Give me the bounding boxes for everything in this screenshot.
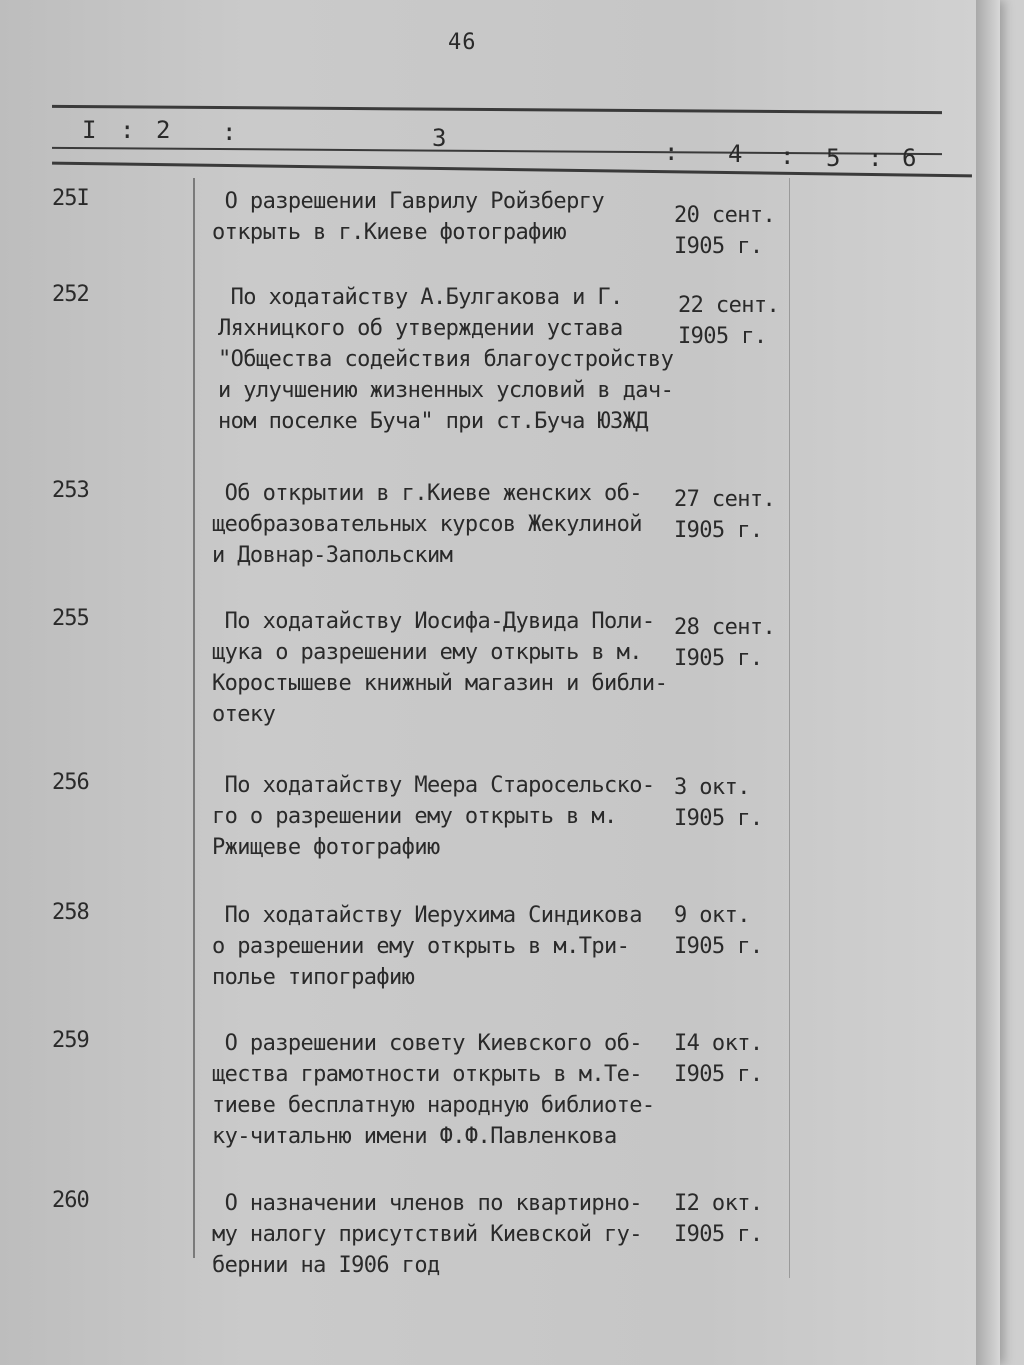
row-title: Об открытии в г.Киеве женских об- щеобразовательных курсов Жекулиной и Довнар-Запольским [212, 481, 642, 568]
column-header-3: 3 [432, 124, 447, 152]
row-title: По ходатайству А.Булгакова и Г. Ляхницкого об утверждении устава "Общества содействия благоустройству и улучшению жизненных условий в дач- ном поселке Буча" при ст.Буча ЮЗЖД [218, 285, 674, 434]
row-title: По ходатайству Иерухима Синдикова о разрешении ему открыть в м.Три- полье типографию [212, 903, 642, 990]
column-header-5: 5 [826, 144, 841, 172]
column-divider-left [193, 178, 195, 1258]
column-header-1: I [82, 116, 97, 144]
column-header-2: 2 [156, 116, 171, 144]
row-number: 260 [52, 1188, 89, 1213]
page-number: 46 [448, 30, 477, 55]
row-date: 27 сент. I905 г. [674, 487, 776, 543]
row-title: О разрешении Гаврилу Ройзбергу открыть в г.Киеве фотографию [212, 189, 604, 245]
row-number: 256 [52, 770, 89, 795]
column-header-sep: : [664, 138, 679, 166]
row-number: 255 [52, 606, 89, 631]
row-title: По ходатайству Меера Старосельско- го о разрешении ему открыть в м. Ржищеве фотографию [212, 773, 655, 860]
column-header-sep: : [780, 142, 795, 170]
row-date: 28 сент. I905 г. [674, 615, 776, 671]
row-date: 20 сент. I905 г. [674, 203, 776, 259]
row-date: 3 окт. I905 г. [674, 775, 763, 831]
column-header-4: 4 [728, 140, 743, 168]
row-number: 253 [52, 478, 89, 503]
column-header-6: 6 [902, 144, 917, 172]
row-date: I4 окт. I905 г. [674, 1031, 763, 1087]
row-number: 258 [52, 900, 89, 925]
column-header-sep: : [868, 144, 883, 172]
row-title: О назначении членов по квартирно- му налогу присутствий Киевской гу- бернии на I906 год [212, 1191, 642, 1278]
row-title: По ходатайству Иосифа-Дувида Поли- щука о разрешении ему открыть в м. Коростышеве книжный магазин и библи- отеку [212, 609, 668, 727]
column-header-sep: : [120, 116, 135, 144]
column-header-row [60, 112, 940, 172]
row-date: 22 сент. I905 г. [678, 293, 780, 349]
page-edge [976, 0, 1000, 1365]
row-number: 25I [52, 186, 89, 211]
column-header-sep: : [222, 118, 237, 146]
row-title: О разрешении совету Киевского об- щества грамотности открыть в м.Те- тиеве бесплатную народную библиоте- ку-читальню имени Ф.Ф.Павленкова [212, 1031, 655, 1149]
row-number: 252 [52, 282, 89, 307]
row-date: I2 окт. I905 г. [674, 1191, 763, 1247]
row-number: 259 [52, 1028, 89, 1053]
row-date: 9 окт. I905 г. [674, 903, 763, 959]
